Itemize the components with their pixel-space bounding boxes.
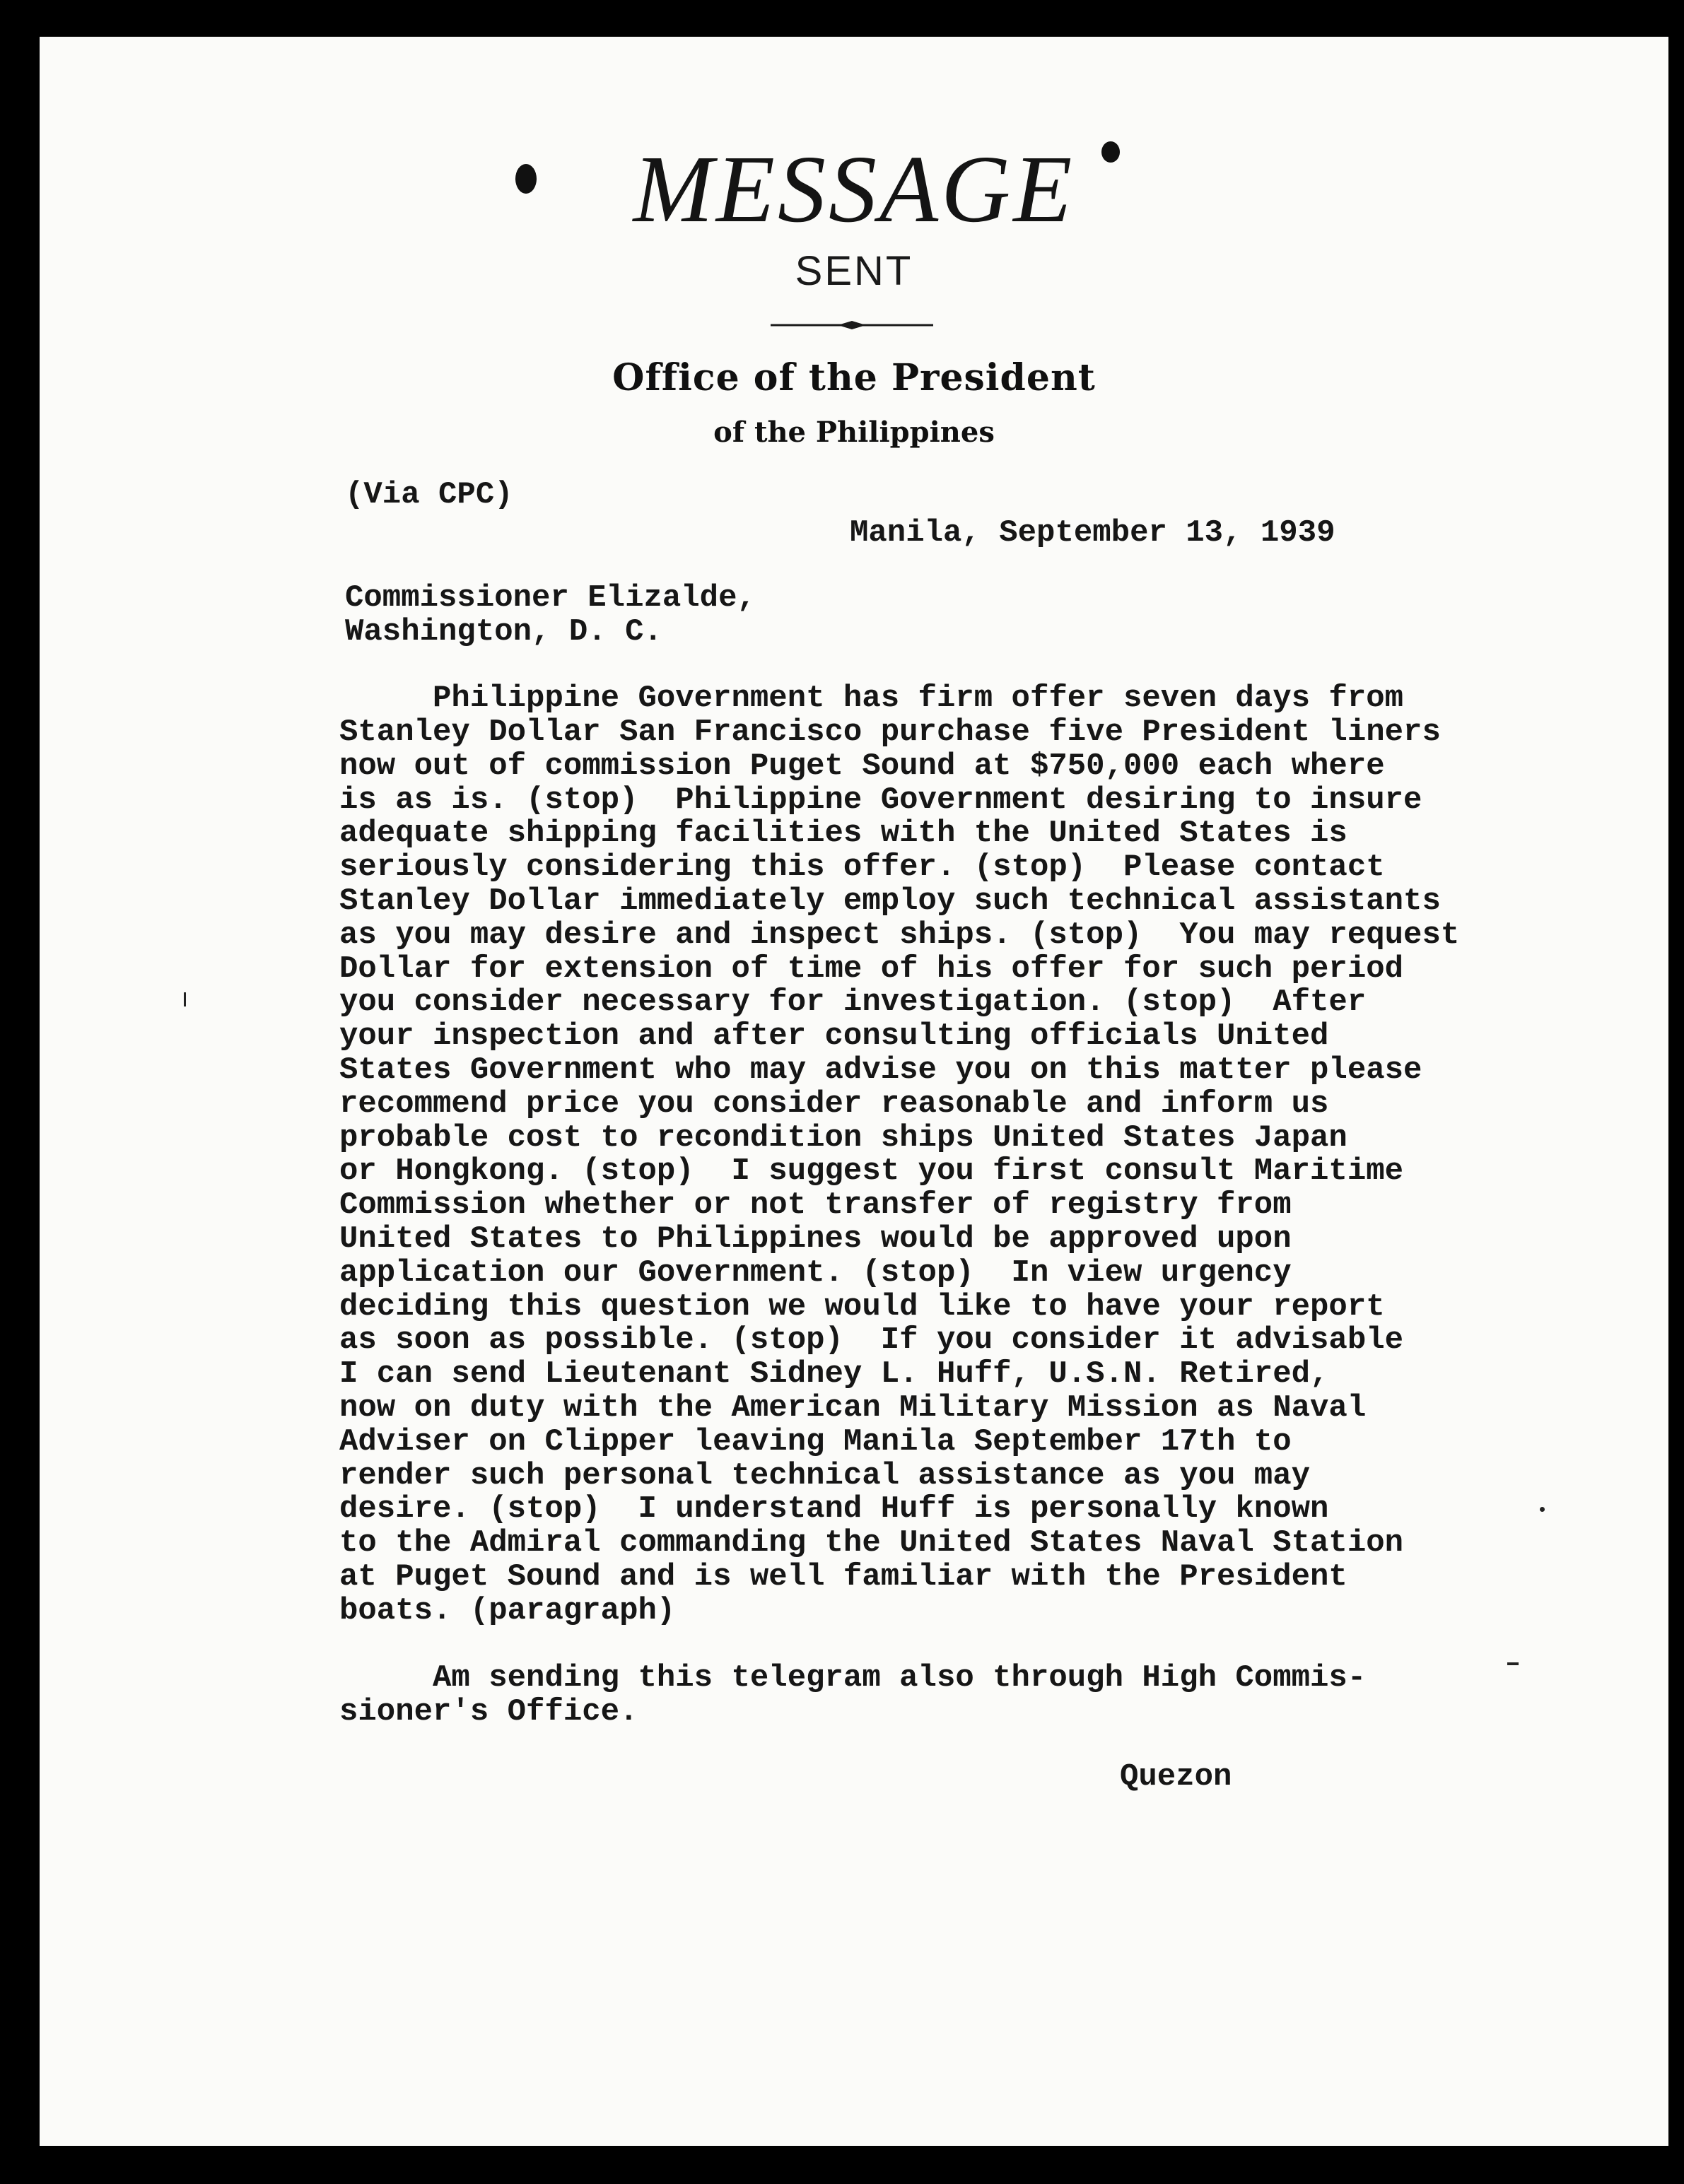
- dateline: Manila, September 13, 1939: [850, 515, 1335, 551]
- body-line: seriously considering this offer. (stop) Please contact: [339, 850, 1385, 885]
- body-line: your inspection and after consulting officials United: [339, 1018, 1329, 1054]
- body-line: as soon as possible. (stop) If you consider it advisable: [339, 1322, 1404, 1358]
- body-line: recommend price you consider reasonable and inform us: [339, 1086, 1329, 1122]
- closing-line: sioner's Office.: [339, 1694, 638, 1730]
- body-line: you consider necessary for investigation. (stop) After: [339, 985, 1367, 1020]
- body-line: desire. (stop) I understand Huff is personally known: [339, 1491, 1329, 1527]
- body-line: now on duty with the American Military Mission as Naval: [339, 1390, 1367, 1426]
- body-line: at Puget Sound and is well familiar with the President: [339, 1559, 1347, 1595]
- body-line: now out of commission Puget Sound at $750,000 each where: [339, 748, 1385, 784]
- margin-dot: [1540, 1507, 1545, 1512]
- document-page: [40, 37, 1668, 2146]
- body-line: boats. (paragraph): [339, 1593, 676, 1628]
- margin-dash: [1507, 1662, 1519, 1665]
- closing-line: Am sending this telegram also through High Commis-: [339, 1660, 1367, 1696]
- body-line: United States to Philippines would be approved upon: [339, 1221, 1292, 1257]
- divider-ornament-icon: [771, 319, 933, 331]
- addressee-line: Commissioner Elizalde,: [345, 580, 756, 616]
- body-line: adequate shipping facilities with the United States is: [339, 816, 1347, 851]
- routing-note: (Via CPC): [345, 477, 513, 512]
- body-line: application our Government. (stop) In view urgency: [339, 1255, 1292, 1291]
- body-line: render such personal technical assistance as you may: [339, 1458, 1311, 1493]
- body-line: or Hongkong. (stop) I suggest you first consult Maritime: [339, 1153, 1404, 1189]
- office-subheading: of the Philippines: [713, 416, 995, 449]
- body-line: probable cost to recondition ships United States Japan: [339, 1120, 1347, 1156]
- office-heading: Office of the President: [612, 356, 1096, 399]
- body-line: as you may desire and inspect ships. (stop) You may request: [339, 917, 1460, 953]
- body-line: deciding this question we would like to have your report: [339, 1289, 1385, 1325]
- body-line: Stanley Dollar San Francisco purchase five President liners: [339, 715, 1441, 750]
- body-line: is as is. (stop) Philippine Government desiring to insure: [339, 782, 1422, 818]
- addressee-line: Washington, D. C.: [345, 614, 662, 650]
- body-line: Adviser on Clipper leaving Manila September 17th to: [339, 1424, 1292, 1460]
- body-line: Philippine Government has firm offer seven days from: [339, 681, 1404, 716]
- body-line: Dollar for extension of time of his offer for such period: [339, 951, 1404, 987]
- body-line: Stanley Dollar immediately employ such technical assistants: [339, 883, 1441, 919]
- message-subtitle: SENT: [795, 248, 913, 294]
- body-line: States Government who may advise you on this matter please: [339, 1052, 1422, 1088]
- body-line: Commission whether or not transfer of registry from: [339, 1187, 1292, 1223]
- body-line: to the Admiral commanding the United States Naval Station: [339, 1525, 1404, 1561]
- message-title: MESSAGE: [633, 136, 1075, 242]
- margin-tick: [184, 992, 186, 1006]
- body-line: I can send Lieutenant Sidney L. Huff, U.S.N. Retired,: [339, 1356, 1329, 1392]
- signature: Quezon: [1120, 1759, 1232, 1795]
